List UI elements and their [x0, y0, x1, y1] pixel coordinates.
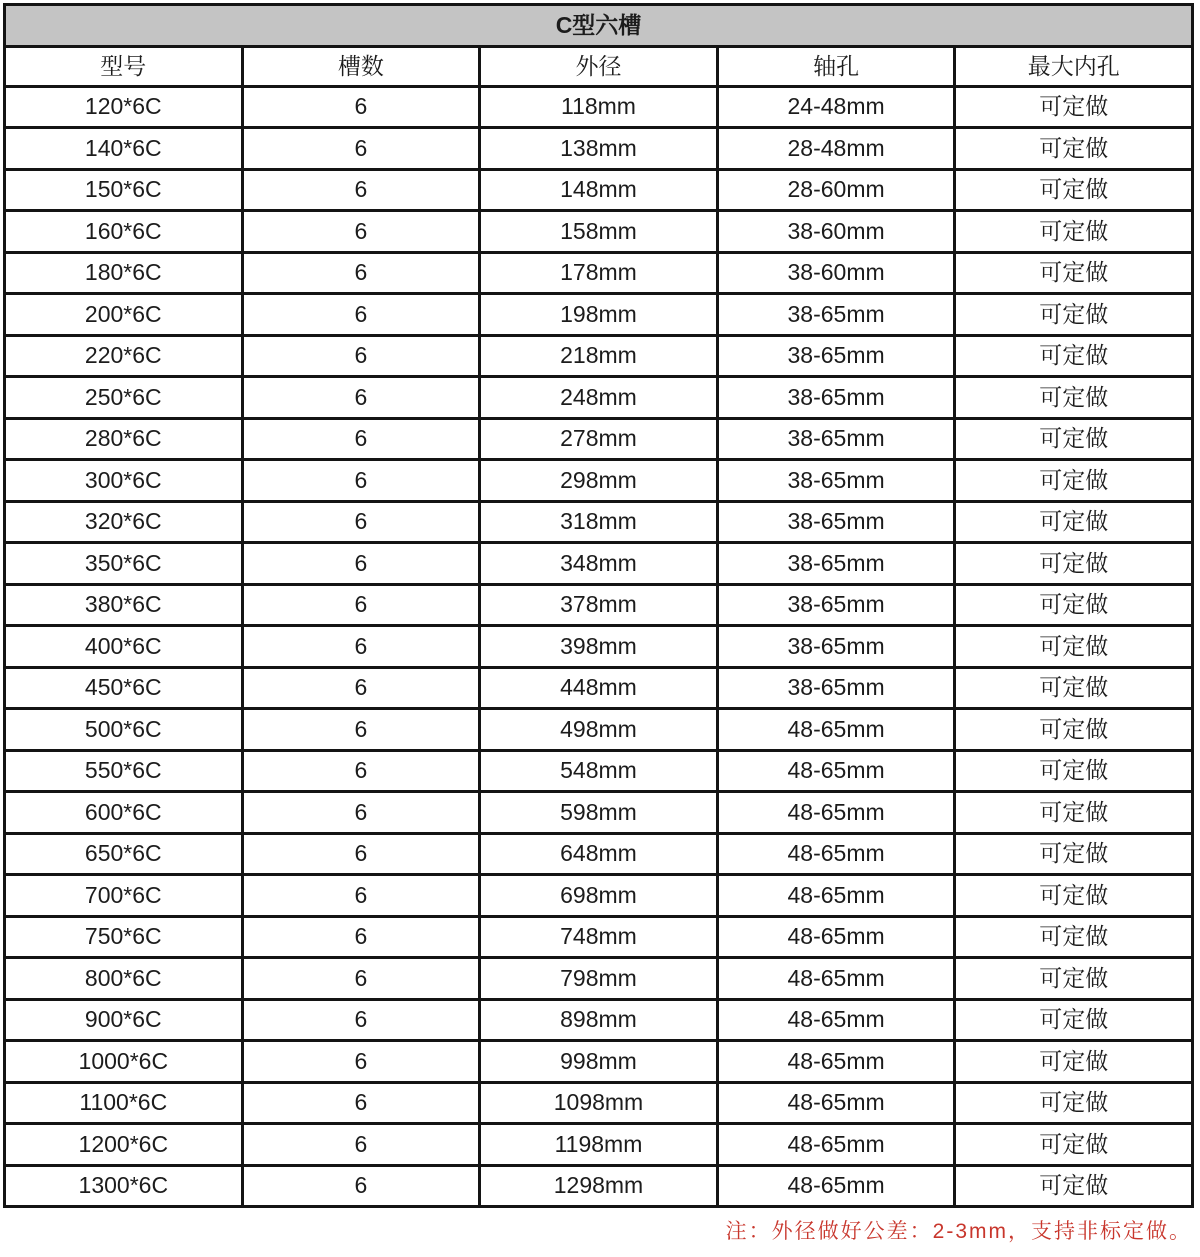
table-cell: 900*6C	[5, 999, 243, 1041]
table-cell: 38-60mm	[717, 252, 955, 294]
column-header-model: 型号	[5, 46, 243, 86]
table-cell: 38-65mm	[717, 543, 955, 585]
table-cell: 6	[242, 460, 480, 502]
table-cell: 可定做	[955, 1041, 1193, 1083]
table-row	[5, 1082, 1193, 1124]
table-cell: 48-65mm	[717, 709, 955, 751]
table-cell: 178mm	[480, 252, 718, 294]
table-row	[5, 169, 1193, 211]
table-cell: 218mm	[480, 335, 718, 377]
table-cell: 1298mm	[480, 1165, 718, 1207]
table-cell: 138mm	[480, 128, 718, 170]
column-header-outer-diameter: 外径	[480, 46, 718, 86]
table-cell: 550*6C	[5, 750, 243, 792]
table-cell: 48-65mm	[717, 999, 955, 1041]
table-cell: 可定做	[955, 875, 1193, 917]
table-cell: 450*6C	[5, 667, 243, 709]
table-row	[5, 377, 1193, 419]
table-cell: 6	[242, 626, 480, 668]
table-cell: 可定做	[955, 418, 1193, 460]
table-row	[5, 460, 1193, 502]
table-cell: 可定做	[955, 252, 1193, 294]
table-row	[5, 543, 1193, 585]
table-cell: 378mm	[480, 584, 718, 626]
table-cell: 可定做	[955, 211, 1193, 253]
table-cell: 118mm	[480, 86, 718, 128]
table-cell: 6	[242, 916, 480, 958]
table-cell: 250*6C	[5, 377, 243, 419]
table-cell: 380*6C	[5, 584, 243, 626]
table-cell: 140*6C	[5, 128, 243, 170]
table-cell: 6	[242, 709, 480, 751]
table-cell: 350*6C	[5, 543, 243, 585]
table-cell: 1000*6C	[5, 1041, 243, 1083]
table-cell: 6	[242, 999, 480, 1041]
table-row	[5, 252, 1193, 294]
table-cell: 38-65mm	[717, 460, 955, 502]
table-cell: 1098mm	[480, 1082, 718, 1124]
table-cell: 6	[242, 1165, 480, 1207]
table-cell: 1100*6C	[5, 1082, 243, 1124]
table-cell: 可定做	[955, 86, 1193, 128]
table-cell: 6	[242, 211, 480, 253]
table-cell: 148mm	[480, 169, 718, 211]
table-cell: 6	[242, 584, 480, 626]
header-row	[5, 46, 1193, 86]
table-cell: 400*6C	[5, 626, 243, 668]
table-cell: 38-65mm	[717, 335, 955, 377]
table-cell: 38-65mm	[717, 626, 955, 668]
table-cell: 6	[242, 1124, 480, 1166]
table-cell: 48-65mm	[717, 1082, 955, 1124]
table-row	[5, 750, 1193, 792]
title-row	[5, 5, 1193, 47]
table-row	[5, 667, 1193, 709]
table-cell: 可定做	[955, 792, 1193, 834]
table-cell: 200*6C	[5, 294, 243, 336]
table-cell: 6	[242, 335, 480, 377]
table-cell: 可定做	[955, 128, 1193, 170]
table-cell: 6	[242, 1082, 480, 1124]
table-cell: 38-65mm	[717, 294, 955, 336]
table-cell: 可定做	[955, 626, 1193, 668]
table-cell: 1198mm	[480, 1124, 718, 1166]
table-cell: 648mm	[480, 833, 718, 875]
table-row	[5, 128, 1193, 170]
table-cell: 28-60mm	[717, 169, 955, 211]
table-cell: 300*6C	[5, 460, 243, 502]
table-cell: 500*6C	[5, 709, 243, 751]
table-cell: 38-65mm	[717, 584, 955, 626]
table-cell: 可定做	[955, 543, 1193, 585]
table-cell: 320*6C	[5, 501, 243, 543]
column-header-max-inner-hole: 最大内孔	[955, 46, 1193, 86]
table-cell: 48-65mm	[717, 750, 955, 792]
spec-table-head	[5, 5, 1193, 87]
table-cell: 48-65mm	[717, 1124, 955, 1166]
table-cell: 598mm	[480, 792, 718, 834]
table-row	[5, 626, 1193, 668]
table-cell: 198mm	[480, 294, 718, 336]
table-cell: 48-65mm	[717, 833, 955, 875]
tolerance-footnote: 注：外径做好公差：2-3mm，支持非标定做。	[725, 1220, 1192, 1243]
table-row	[5, 916, 1193, 958]
table-cell: 48-65mm	[717, 916, 955, 958]
table-cell: 6	[242, 169, 480, 211]
table-cell: 318mm	[480, 501, 718, 543]
table-cell: 220*6C	[5, 335, 243, 377]
table-cell: 298mm	[480, 460, 718, 502]
table-cell: 48-65mm	[717, 792, 955, 834]
table-cell: 448mm	[480, 667, 718, 709]
table-cell: 48-65mm	[717, 1041, 955, 1083]
table-cell: 38-60mm	[717, 211, 955, 253]
table-cell: 278mm	[480, 418, 718, 460]
table-cell: 可定做	[955, 460, 1193, 502]
table-cell: 可定做	[955, 709, 1193, 751]
table-row	[5, 211, 1193, 253]
table-cell: 可定做	[955, 294, 1193, 336]
table-cell: 6	[242, 543, 480, 585]
table-cell: 798mm	[480, 958, 718, 1000]
table-cell: 6	[242, 294, 480, 336]
table-cell: 398mm	[480, 626, 718, 668]
table-cell: 280*6C	[5, 418, 243, 460]
table-cell: 可定做	[955, 667, 1193, 709]
table-cell: 38-65mm	[717, 418, 955, 460]
table-cell: 498mm	[480, 709, 718, 751]
table-row	[5, 1124, 1193, 1166]
table-cell: 可定做	[955, 584, 1193, 626]
table-cell: 700*6C	[5, 875, 243, 917]
table-row	[5, 833, 1193, 875]
table-cell: 548mm	[480, 750, 718, 792]
table-cell: 可定做	[955, 1165, 1193, 1207]
table-row	[5, 335, 1193, 377]
table-row	[5, 86, 1193, 128]
table-cell: 6	[242, 792, 480, 834]
table-row	[5, 1165, 1193, 1207]
table-cell: 800*6C	[5, 958, 243, 1000]
table-title: C型六槽	[5, 5, 1193, 47]
table-cell: 348mm	[480, 543, 718, 585]
table-cell: 可定做	[955, 999, 1193, 1041]
table-cell: 998mm	[480, 1041, 718, 1083]
table-cell: 可定做	[955, 833, 1193, 875]
table-cell: 1300*6C	[5, 1165, 243, 1207]
table-row	[5, 709, 1193, 751]
table-cell: 6	[242, 1041, 480, 1083]
table-cell: 750*6C	[5, 916, 243, 958]
table-cell: 可定做	[955, 1082, 1193, 1124]
table-cell: 可定做	[955, 501, 1193, 543]
table-cell: 6	[242, 875, 480, 917]
table-cell: 698mm	[480, 875, 718, 917]
table-cell: 180*6C	[5, 252, 243, 294]
column-header-shaft-hole: 轴孔	[717, 46, 955, 86]
table-cell: 48-65mm	[717, 875, 955, 917]
table-cell: 6	[242, 667, 480, 709]
table-cell: 可定做	[955, 1124, 1193, 1166]
table-cell: 6	[242, 418, 480, 460]
table-cell: 120*6C	[5, 86, 243, 128]
table-cell: 600*6C	[5, 792, 243, 834]
table-cell: 28-48mm	[717, 128, 955, 170]
table-cell: 可定做	[955, 916, 1193, 958]
column-header-groove-count: 槽数	[242, 46, 480, 86]
table-cell: 6	[242, 252, 480, 294]
table-cell: 38-65mm	[717, 377, 955, 419]
table-row	[5, 584, 1193, 626]
table-cell: 6	[242, 377, 480, 419]
table-cell: 48-65mm	[717, 1165, 955, 1207]
table-row	[5, 999, 1193, 1041]
table-cell: 6	[242, 501, 480, 543]
table-cell: 6	[242, 750, 480, 792]
table-row	[5, 294, 1193, 336]
table-cell: 可定做	[955, 377, 1193, 419]
table-cell: 650*6C	[5, 833, 243, 875]
table-row	[5, 501, 1193, 543]
table-cell: 可定做	[955, 169, 1193, 211]
table-row	[5, 792, 1193, 834]
table-cell: 898mm	[480, 999, 718, 1041]
table-cell: 可定做	[955, 750, 1193, 792]
table-row	[5, 958, 1193, 1000]
table-cell: 6	[242, 128, 480, 170]
table-row	[5, 418, 1193, 460]
table-cell: 248mm	[480, 377, 718, 419]
table-cell: 6	[242, 833, 480, 875]
table-cell: 38-65mm	[717, 667, 955, 709]
table-body	[5, 86, 1193, 1207]
table-cell: 1200*6C	[5, 1124, 243, 1166]
table-cell: 6	[242, 86, 480, 128]
table-cell: 48-65mm	[717, 958, 955, 1000]
table-cell: 6	[242, 958, 480, 1000]
table-row	[5, 1041, 1193, 1083]
table-cell: 150*6C	[5, 169, 243, 211]
table-cell: 748mm	[480, 916, 718, 958]
table-cell: 可定做	[955, 335, 1193, 377]
table-cell: 38-65mm	[717, 501, 955, 543]
spec-table	[3, 3, 1194, 1208]
table-cell: 158mm	[480, 211, 718, 253]
table-cell: 160*6C	[5, 211, 243, 253]
table-cell: 24-48mm	[717, 86, 955, 128]
table-cell: 可定做	[955, 958, 1193, 1000]
table-row	[5, 875, 1193, 917]
